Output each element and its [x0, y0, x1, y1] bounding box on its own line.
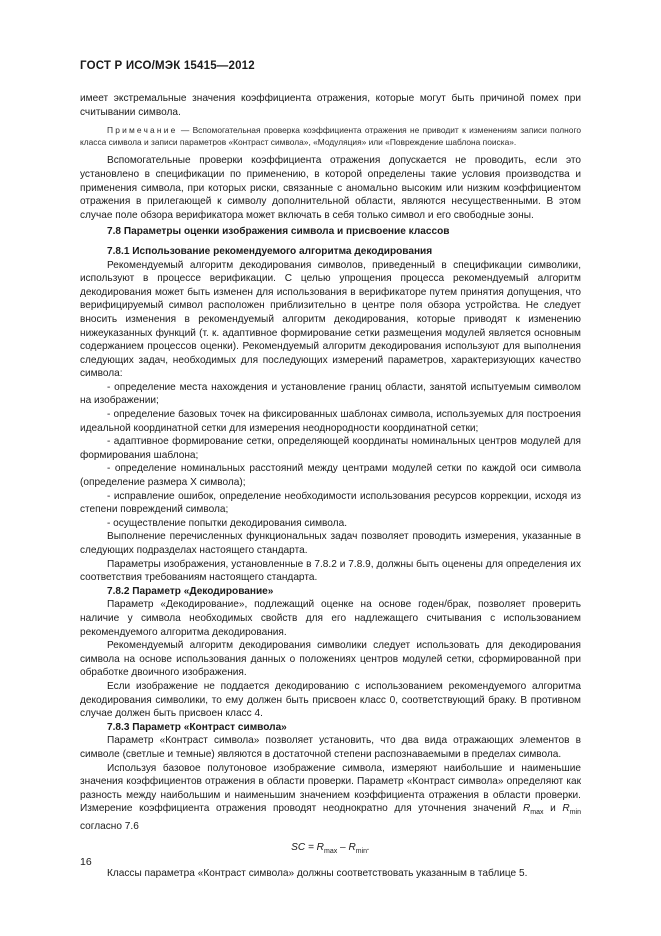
page-number: 16 — [80, 856, 92, 868]
page-content — [80, 92, 581, 881]
section-heading: 7.8 Параметры оценки изображения символа и присвоение классов — [107, 226, 450, 238]
paragraph: Выполнение перечисленных функциональных задач позволяет проводить измерения, указанные в следующих подразделах настоящего стандарта. — [80, 531, 581, 556]
list-item: - исправление ошибок, определение необходимости использования ресурсов коррекции, исходя из степени повреждений символа; — [80, 490, 581, 516]
r-min-symbol: $R_{min}$ — [562, 803, 581, 817]
list-item: - осуществление попытки декодирования символа. — [107, 517, 347, 529]
paragraph: Параметр «Декодирование», подлежащий оценке на основе годен/брак, позволяет проверить наличие у символа необходимых свойств для его надлежащего считывания с использованием рекомендуемого алгоритма декодирования. — [80, 599, 581, 638]
paragraph-text: Используя базовое полутоновое изображение символа, измеряют наибольшие и наименьшие значения коэффициентов отражения в области проверки. Параметр «Контраст символа» определяют как разность между наибольшим и наименьшим значением коэффициента отражения в области проверки. Измерение коэффициента отражения проводят неоднократно для уточнения значений — [80, 762, 581, 815]
standard-title: ГОСТ Р ИСО/МЭК 15415—2012 — [80, 60, 255, 72]
paragraph: Параметр «Контраст символа» позволяет установить, что два вида отражающих элементов в символе (светлые и темные) являются в достаточной степени распознаваемыми в пределах символа. — [80, 735, 581, 760]
note-label: Примечание — [107, 125, 178, 136]
list-item: - определение номинальных расстояний между центрами модулей сетки по каждой оси символа (определение размера X символа); — [80, 463, 581, 489]
subsection-heading: 7.8.3 Параметр «Контраст символа» — [107, 721, 287, 733]
paragraph: имеет экстремальные значения коэффициента отражения, которые могут быть причиной помех при считывании символа. — [80, 93, 581, 118]
paragraph: Вспомогательные проверки коэффициента отражения допускается не проводить, если это установлено в спецификации по применению, в которой определены такие условия производства и применения символа, при которых риски, связанные с аномально высоким или низким коэффициентом отражения в прилегающей к символу дополнительной области, являются несущественными. В этом случае поле обзора верификатора может включать в себя только символ и его свободные зоны. — [80, 155, 581, 221]
list-item: - определение места нахождения и установление границ области, занятой испытуемым символом на изображении; — [80, 381, 581, 407]
list-item: - определение базовых точек на фиксированных шаблонах символа, используемых для построения идеальной координатной сетки для измерения неоднородности координатной сетки; — [80, 409, 581, 434]
list-item: - адаптивное формирование сетки, определяющей координаты номинальных центров модулей для формирования шаблона; — [80, 436, 581, 461]
paragraph: Рекомендуемый алгоритм декодирования символов, приведенный в спецификации символики, используют в процессе верификации. С целью упрощения процесса рекомендуемый алгоритм декодирования может быть изменен для использования в верификаторе путем принятия допущения, что верифицируемый символ расположен приблизительно в центре поля обзора устройства. Не следует вносить изменения в рекомендуемый алгоритм декодирования, которые приводят к изменению нижеуказанных функций (т. к. адаптивное формирование сетки размещения модулей является основным содержанием процессов оценки). Рекомендуемый алгоритм декодирования используют для выполнения следующих задач, необходимых для последующих измерений параметров, характеризующих качество символа: — [80, 259, 581, 380]
paragraph: Рекомендуемый алгоритм декодирования символики следует использовать для декодирования символа на основе использования данных о положениях центров модулей сетки, сформированной при обработке двоичного изображения. — [80, 640, 581, 679]
and-word: и — [550, 803, 556, 815]
subsection-heading: 7.8.2 Параметр «Декодирование» — [107, 585, 274, 597]
note-text: — Вспомогательная проверка коэффициента отражения не приводит к изменениям записи полного класса символа и записи параметров «Контраст символа», «Модуляция» или «Повреждение шаблона поиска». — [80, 125, 581, 147]
paragraph: Параметры изображения, установленные в 7.8.2 и 7.8.9, должны быть оценены для определения их соответствия требованиям настоящего стандарта. — [80, 558, 581, 584]
r-max-symbol: $R_{max}$ — [522, 803, 544, 817]
paragraph-with-formula-refs — [80, 762, 581, 834]
formula: SC = $R_{max} - R_{min}$. — [291, 842, 370, 856]
subsection-heading: 7.8.1 Использование рекомендуемого алгоритма декодирования — [107, 245, 433, 257]
paragraph-tail: согласно 7.6 — [80, 820, 139, 832]
paragraph: Классы параметра «Контраст символа» должны соответствовать указанным в таблице 5. — [107, 868, 528, 880]
note — [80, 125, 581, 148]
paragraph: Если изображение не поддается декодированию с использованием рекомендуемого алгоритма декодирования символики, то ему должен быть присвоен класс 0, соответствующий браку. В противном случае должен быть присвоен класс 4. — [80, 680, 581, 720]
